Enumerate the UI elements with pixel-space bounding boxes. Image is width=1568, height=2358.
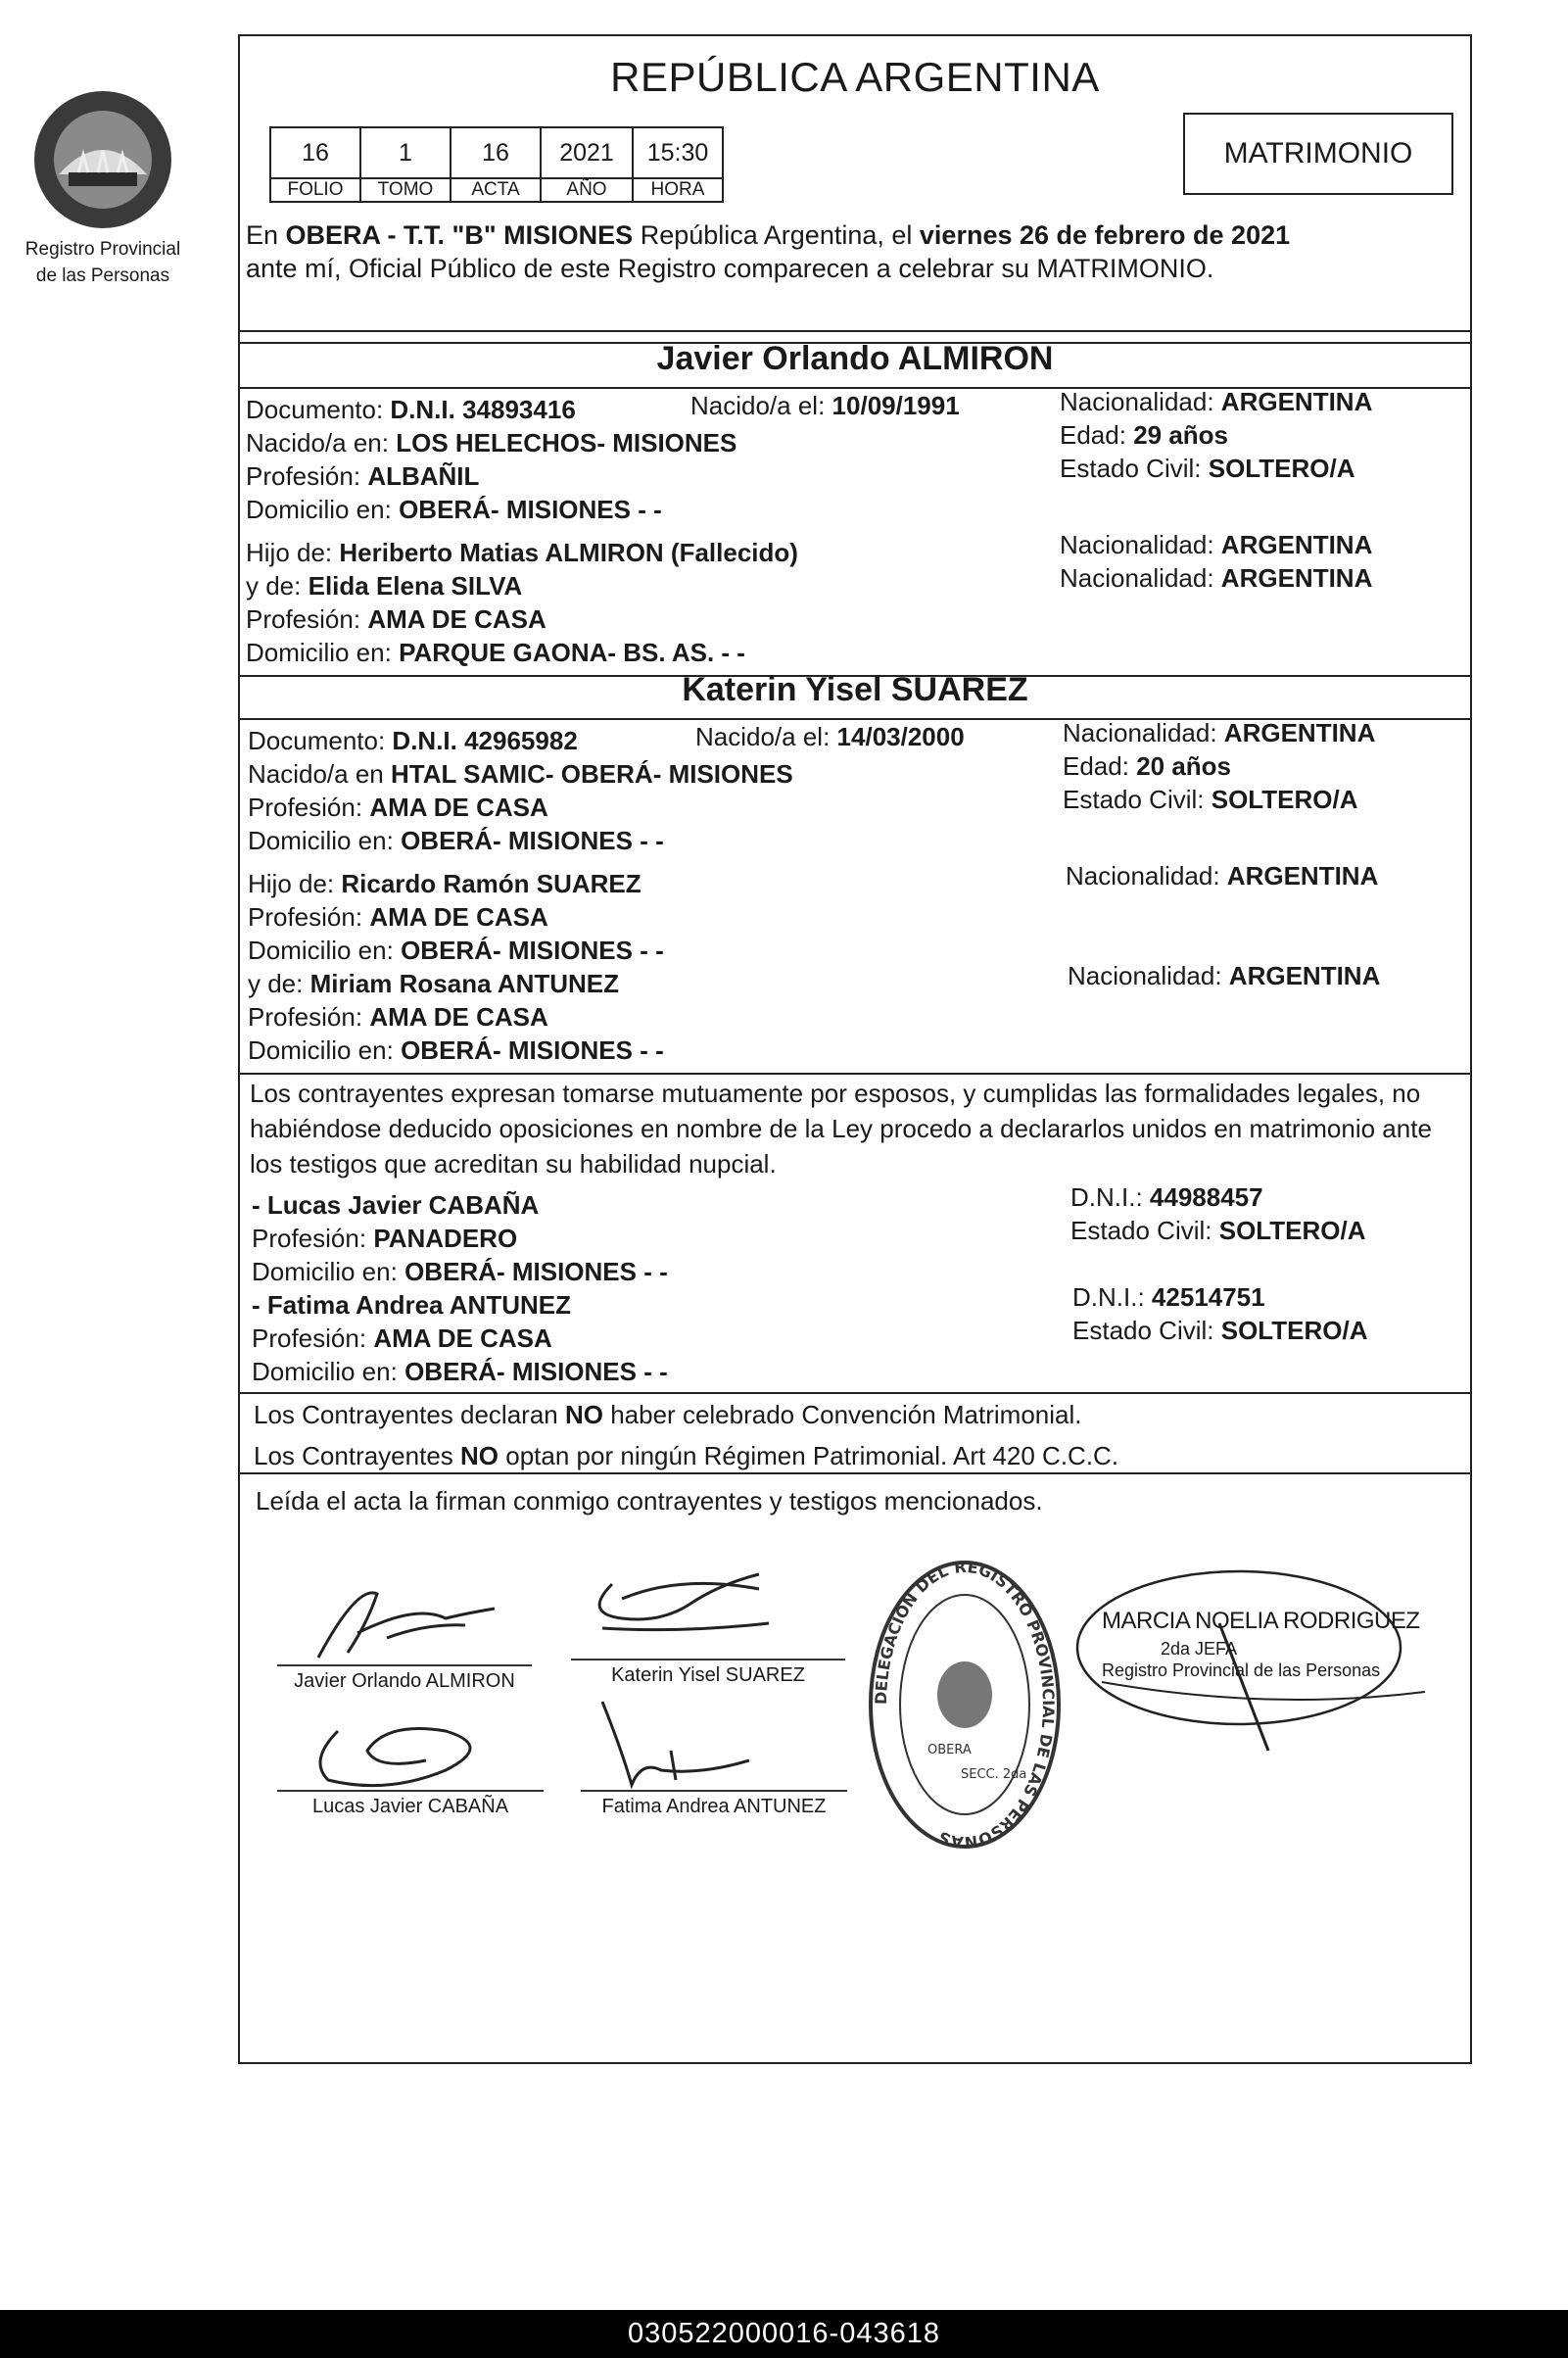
spouse1-madre: y de: Elida Elena SILVA (246, 571, 523, 601)
folio-value: 16 (270, 127, 360, 178)
witness1-profesion: Profesión: PANADERO (252, 1224, 518, 1253)
intro-place: OBERA - T.T. "B" MISIONES (285, 220, 634, 250)
spouse1-padre: Hijo de: Heriberto Matias ALMIRON (Fallecido) (246, 538, 798, 567)
spouse2-profesion: Profesión: AMA DE CASA (248, 793, 548, 822)
declaration-line-1: Los contrayentes expresan tomarse mutuamente por esposos, y cumplidas las formalidades legales, no (250, 1079, 1421, 1108)
spouse1-madre-nac: Nacionalidad: ARGENTINA (1060, 563, 1373, 593)
spouse2-nacido-el: Nacido/a el: 14/03/2000 (695, 722, 965, 751)
intro-line-2: ante mí, Oficial Público de este Registro comparecen a celebrar su MATRIMONIO. (246, 254, 1214, 283)
divider (240, 1472, 1470, 1474)
signature-line (581, 1790, 847, 1792)
spouse1-documento: Documento: D.N.I. 34893416 (246, 395, 576, 424)
tomo-label: TOMO (360, 178, 451, 202)
intro-en: En (246, 220, 279, 250)
divider (240, 1392, 1470, 1394)
divider (240, 330, 1470, 332)
spouse2-name: Katerin Yisel SUAREZ (682, 671, 1028, 708)
witness2-dni: D.N.I.: 42514751 (1072, 1282, 1265, 1312)
signature-line (277, 1664, 532, 1666)
closing-text: Leída el acta la firman conmigo contrayentes y testigos mencionados. (256, 1486, 1043, 1516)
signature-4-scribble (583, 1692, 779, 1800)
spouse1-nacido-en: Nacido/a en: LOS HELECHOS- MISIONES (246, 428, 737, 457)
signature-1-name: Javier Orlando ALMIRON (294, 1670, 515, 1692)
ano-value: 2021 (541, 127, 633, 178)
document-barcode-number: 030522000016-043618 (0, 2310, 1568, 2358)
page-title: REPÚBLICA ARGENTINA (610, 54, 1100, 100)
spouse2-madre-nac: Nacionalidad: ARGENTINA (1068, 961, 1381, 990)
spouse1-padre-nac: Nacionalidad: ARGENTINA (1060, 530, 1373, 559)
spouse1-nacido-el: Nacido/a el: 10/09/1991 (690, 391, 960, 420)
witness2-estado: Estado Civil: SOLTERO/A (1072, 1316, 1368, 1345)
registry-logo (10, 86, 196, 286)
official-office: Registro Provincial de las Personas (1102, 1660, 1381, 1680)
seal-inner-left: OBERA (927, 1743, 972, 1757)
signature-line (277, 1790, 544, 1792)
declaration-line-2: habiéndose deducido oposiciones en nombre de la Ley procedo a declararlos unidos en matrimonio ante (250, 1114, 1432, 1143)
spouse1-estado: Estado Civil: SOLTERO/A (1060, 454, 1355, 483)
signature-3-scribble (299, 1702, 514, 1800)
spouse1-nacionalidad: Nacionalidad: ARGENTINA (1060, 387, 1373, 416)
signature-2-scribble (573, 1545, 788, 1653)
spouse2-madre-prof: Profesión: AMA DE CASA (248, 1002, 548, 1032)
intro-date: viernes 26 de febrero de 2021 (919, 220, 1291, 250)
spouse2-madre: y de: Miriam Rosana ANTUNEZ (248, 969, 620, 998)
spouse1-madre-prof: Profesión: AMA DE CASA (246, 604, 546, 634)
seal-inner-right: SECC. 2da (961, 1767, 1027, 1782)
certificate-frame (238, 34, 1472, 2064)
province-seal-icon (29, 86, 176, 233)
witness2-domicilio: Domicilio en: OBERÁ- MISIONES - - (252, 1357, 668, 1386)
record-numbers-table (269, 126, 724, 203)
act-type-box: MATRIMONIO (1183, 113, 1453, 195)
witness1-estado: Estado Civil: SOLTERO/A (1070, 1216, 1366, 1245)
signature-1-scribble (299, 1564, 534, 1672)
spouse2-padre: Hijo de: Ricardo Ramón SUAREZ (248, 869, 641, 898)
divider (240, 1073, 1470, 1075)
hora-value: 15:30 (633, 127, 723, 178)
witness1-name: - Lucas Javier CABAÑA (252, 1190, 540, 1220)
registry-seal (867, 1558, 1063, 1856)
declaration-line-3: los testigos que acreditan su habilidad nupcial. (250, 1149, 777, 1179)
spouse1-madre-dom: Domicilio en: PARQUE GAONA- BS. AS. - - (246, 638, 745, 667)
acta-value: 16 (451, 127, 541, 178)
logo-caption-2: de las Personas (35, 265, 170, 286)
spouse2-madre-dom: Domicilio en: OBERÁ- MISIONES - - (248, 1035, 664, 1065)
folio-label: FOLIO (270, 178, 360, 202)
spouse2-domicilio: Domicilio en: OBERÁ- MISIONES - - (248, 826, 664, 855)
spouse2-nacido-en: Nacido/a en HTAL SAMIC- OBERÁ- MISIONES (248, 759, 793, 789)
witness1-domicilio: Domicilio en: OBERÁ- MISIONES - - (252, 1257, 668, 1286)
spouse1-domicilio: Domicilio en: OBERÁ- MISIONES - - (246, 495, 662, 524)
intro-line-1 (246, 218, 1290, 252)
spouse2-documento: Documento: D.N.I. 42965982 (248, 726, 578, 755)
logo-caption-1: Registro Provincial (24, 239, 181, 260)
spouse1-profesion: Profesión: ALBAÑIL (246, 461, 480, 491)
signature-4-name: Fatima Andrea ANTUNEZ (601, 1796, 827, 1817)
witness1-dni: D.N.I.: 44988457 (1070, 1182, 1263, 1212)
spouse1-name: Javier Orlando ALMIRON (656, 340, 1054, 377)
spouse1-edad: Edad: 29 años (1060, 420, 1229, 450)
witness2-profesion: Profesión: AMA DE CASA (252, 1323, 552, 1353)
official-name: MARCIA NOELIA RODRIGUEZ (1102, 1608, 1420, 1634)
official-role: 2da JEFA (1161, 1639, 1238, 1659)
ano-label: AÑO (541, 178, 633, 202)
signature-line (571, 1659, 845, 1660)
spouse2-padre-dom: Domicilio en: OBERÁ- MISIONES - - (248, 936, 664, 965)
convention-line-2: Los Contrayentes NO optan por ningún Régimen Patrimonial. Art 420 C.C.C. (254, 1441, 1119, 1470)
spouse2-edad: Edad: 20 años (1063, 751, 1232, 781)
official-stamp (1072, 1564, 1445, 1765)
spouse2-padre-prof: Profesión: AMA DE CASA (248, 902, 548, 932)
spouse2-nacionalidad: Nacionalidad: ARGENTINA (1063, 718, 1376, 747)
spouse2-padre-nac: Nacionalidad: ARGENTINA (1066, 861, 1379, 890)
convention-line-1: Los Contrayentes declaran NO haber celebrado Convención Matrimonial. (254, 1400, 1082, 1429)
signature-3-name: Lucas Javier CABAÑA (311, 1796, 509, 1817)
tomo-value: 1 (360, 127, 451, 178)
witness2-name: - Fatima Andrea ANTUNEZ (252, 1290, 571, 1320)
signature-2-name: Katerin Yisel SUAREZ (611, 1664, 805, 1686)
intro-country: República Argentina, el (640, 220, 913, 250)
seal-icon (867, 1558, 1063, 1852)
seal-ring-text: DELEGACION DEL REGISTRO PROVINCIAL DE LAS PERSONAS (871, 1558, 1059, 1852)
acta-label: ACTA (451, 178, 541, 202)
spouse2-estado: Estado Civil: SOLTERO/A (1063, 785, 1358, 814)
hora-label: HORA (633, 178, 723, 202)
